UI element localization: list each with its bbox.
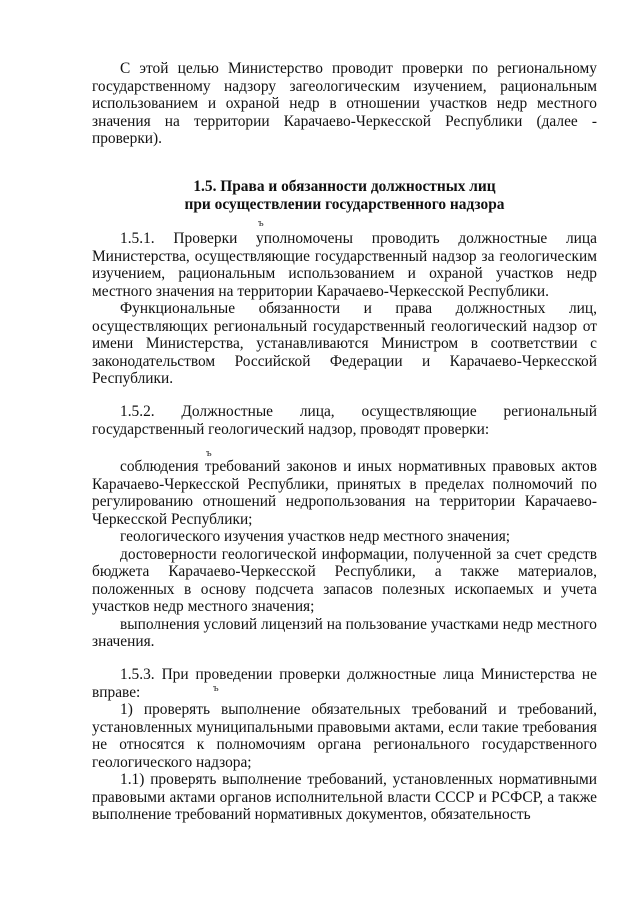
clause-1-5-1: 1.5.1. Проверки уполномочены проводить должностные лица Министерства, осуществляющие государственный надзор за геологическим изучением, рациональным использованием и охраной участков недр местного значения на территории Карачаево-Черкесской Республики. [92, 230, 597, 300]
inspection-item: геологического изучения участков недр местного значения; [120, 528, 511, 545]
clause-1-5-3: 1.5.3. При проведении проверки должностные лица Министерства не вправе: [92, 666, 597, 701]
scan-mark: ъ [258, 217, 264, 229]
clause-1-5-2-block [92, 403, 597, 438]
restriction-item: 1) проверять выполнение обязательных требований и требований, установленных муниципальными правовыми актами, если такие требования не относятся к полномочиям органа регионального государственного геологического надзора; [92, 701, 597, 771]
intro-block [92, 60, 597, 148]
restriction-item: 1.1) проверять выполнение требований, установленных нормативными правовыми актами органов исполнительной власти СССР и РСФСР, а также выполнение требований нормативных документов, обязательность [92, 771, 597, 823]
clause-1-5-2: 1.5.2. Должностные лица, осуществляющие региональный государственный геологический надзор, проводят проверки: [92, 403, 597, 438]
inspection-item: достоверности геологической информации, полученной за счет средств бюджета Карачаево-Черкесской Республики, а также материалов, положенных в основу подсчета запасов полезных ископаемых и учета участков недр местного значения; [92, 545, 597, 615]
inspection-item: выполнения условий лицензий на пользование участками недр местного значения. [92, 615, 597, 650]
intro-paragraph: С этой целью Министерство проводит проверки по региональному государственному надзору загеологическим изучением, рациональным использованием и охраной недр в отношении участков недр местного значения на территории Карачаево-Черкесской Республики (далее - проверки). [92, 60, 597, 147]
functions-paragraph: Функциональные обязанности и права должностных лиц, осуществляющих региональный государственный геологический надзор от имени Министерства, устанавливаются Министром в соответствии с законодательством Российской Федерации и Карачаево-Черкесской Республики. [92, 300, 597, 387]
section-heading [92, 178, 597, 213]
inspection-item: соблюдения требований законов и иных нормативных правовых актов Карачаево-Черкесской Республики, принятых в пределах полномочий по регулированию отношений недропользования на территории Карачаево-Черкесской Республики; [92, 458, 597, 528]
scan-mark: ъ [206, 447, 212, 459]
section-title-line2: при осуществлении государственного надзора [184, 195, 505, 213]
scan-mark: ъ [213, 682, 219, 694]
inspection-items [92, 458, 597, 651]
clause-1-5-1-block [92, 230, 597, 388]
section-title-line1: 1.5. Права и обязанности должностных лиц [193, 178, 496, 195]
clause-1-5-3-block [92, 666, 597, 824]
